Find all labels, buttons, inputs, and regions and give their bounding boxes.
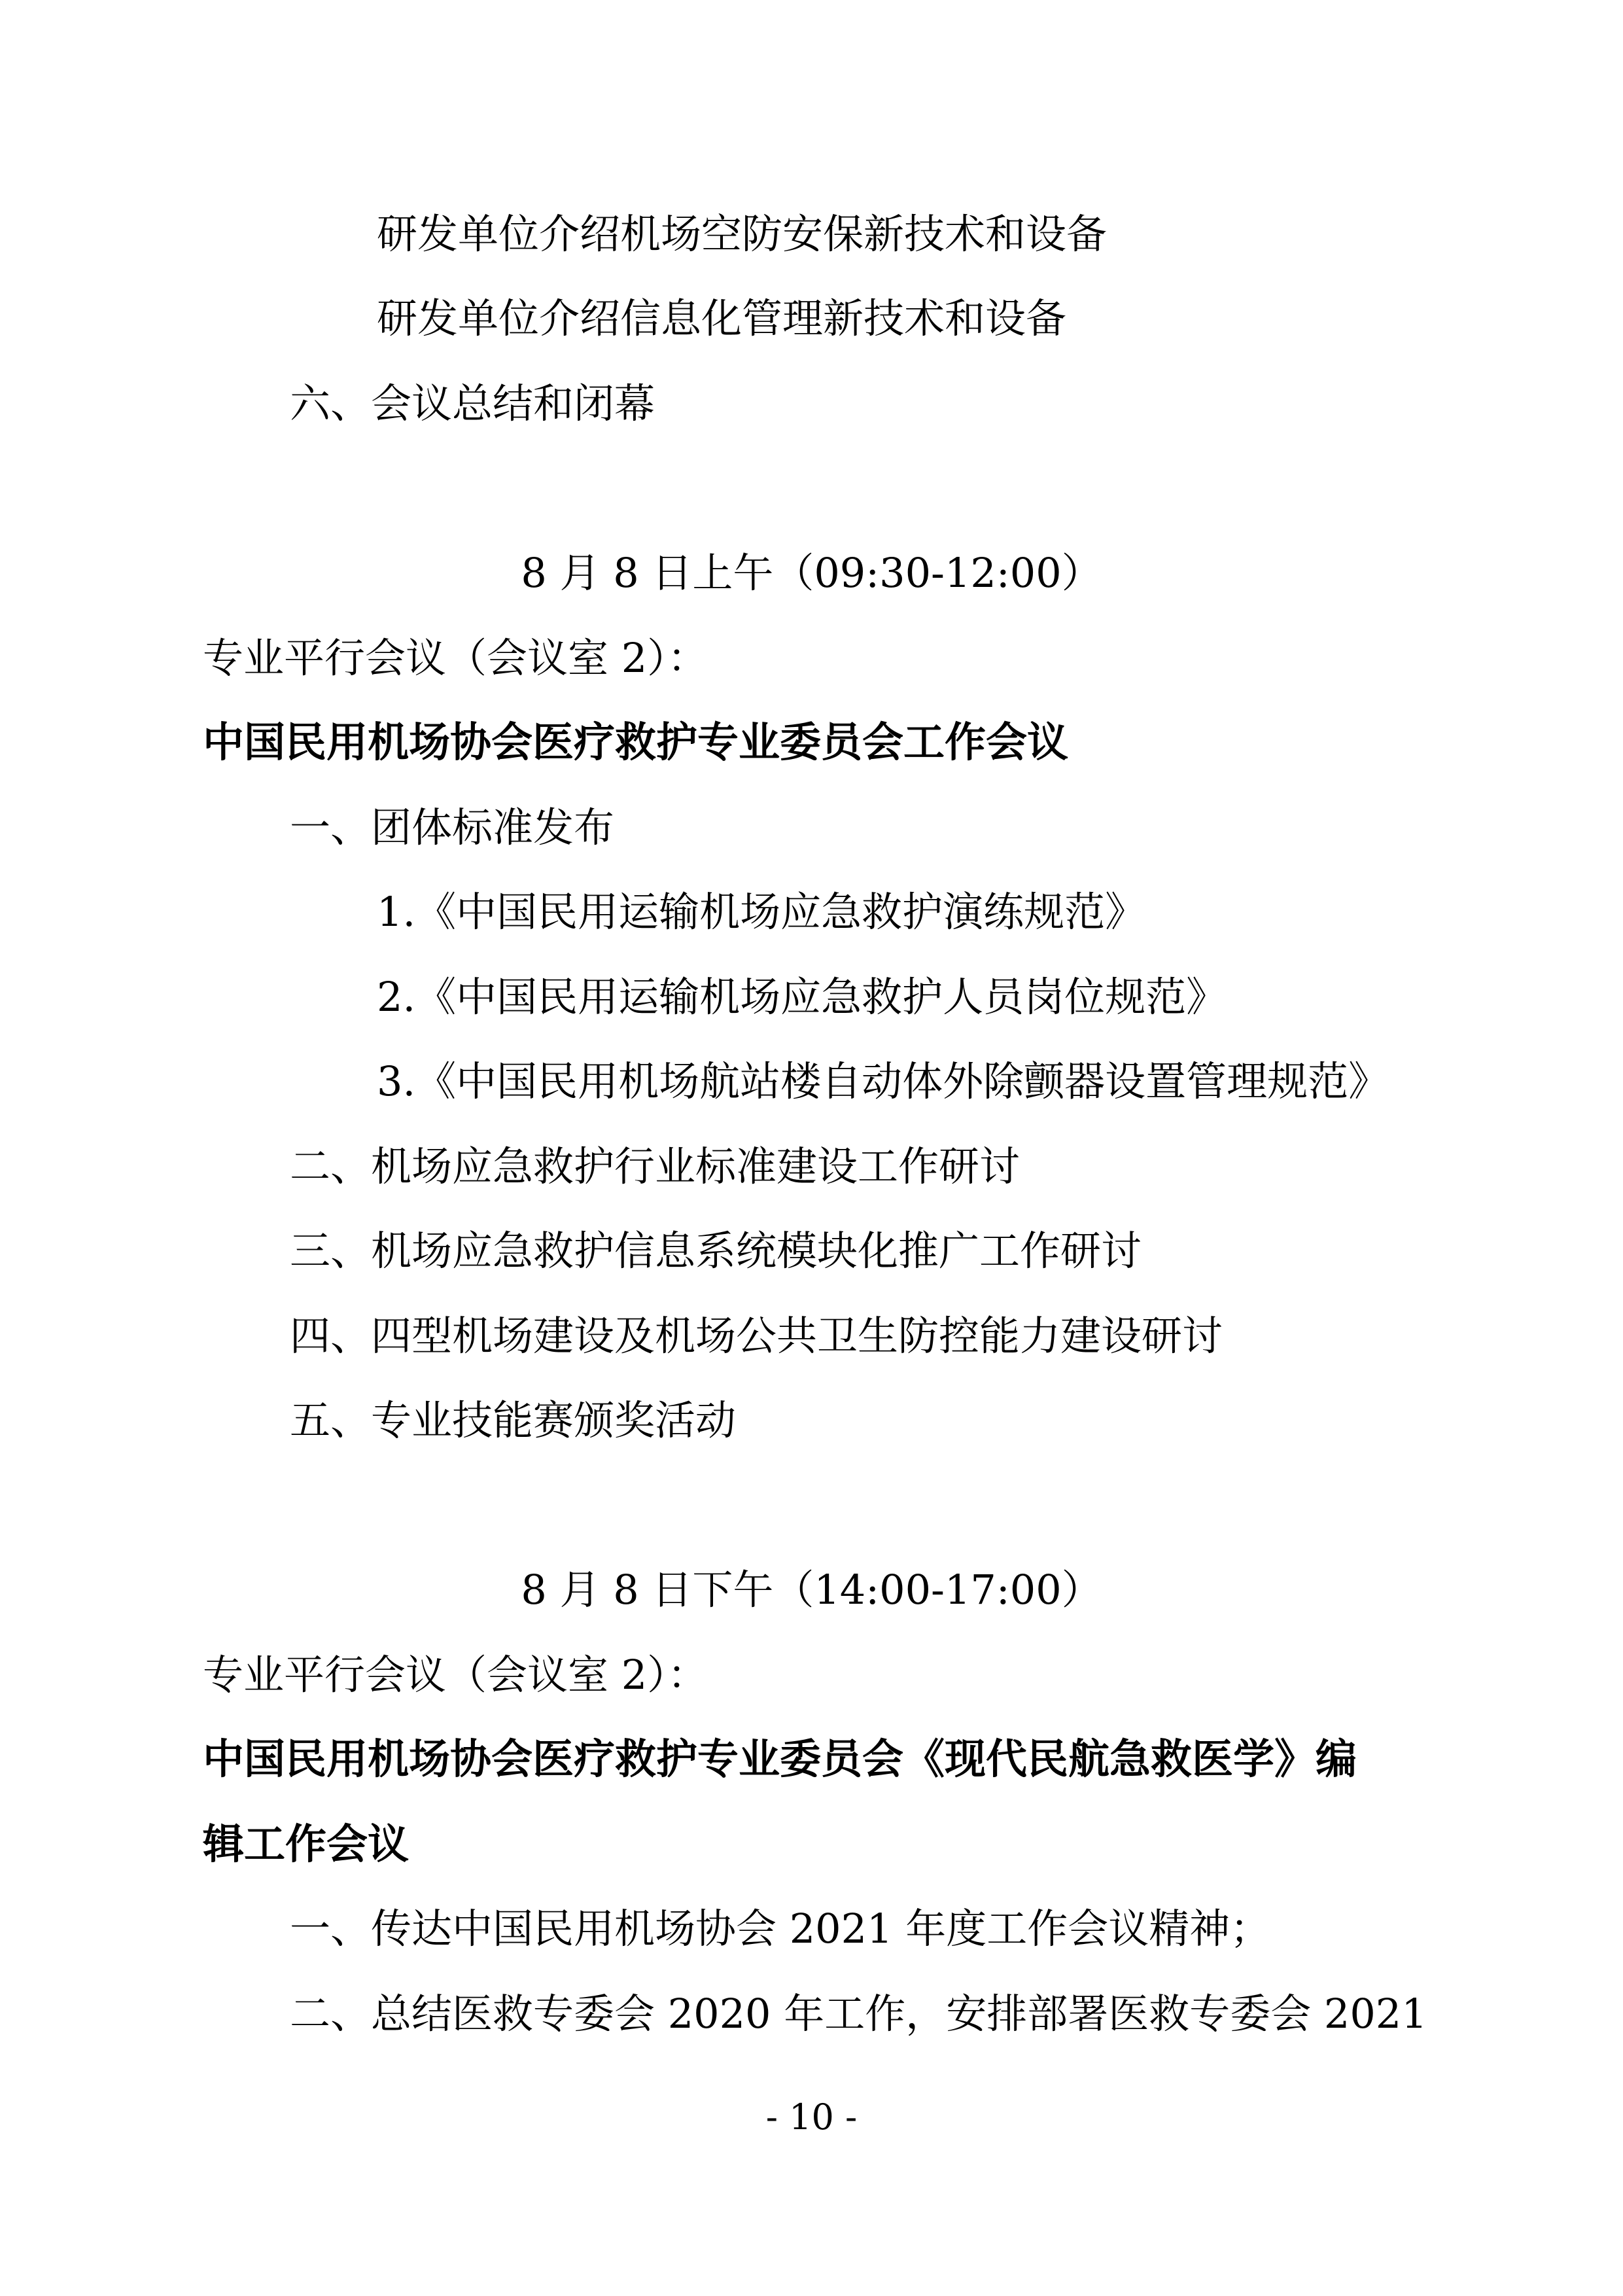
section2-meeting-title-line2: 辑工作会议 [203, 1820, 409, 1868]
standard-item-3: 3.《中国民用机场航站楼自动体外除颤器设置管理规范》 [377, 1057, 1389, 1105]
section2-item-summary-2020: 二、总结医救专委会 2020 年工作，安排部署医救专委会 2021 [290, 1990, 1427, 2038]
section2-meeting-title-line1: 中国民用机场协会医疗救护专业委员会《现代民航急救医学》编 [203, 1735, 1357, 1783]
section1-venue: 专业平行会议（会议室 2）： [203, 634, 708, 682]
section1-item-public-health: 四、四型机场建设及机场公共卫生防控能力建设研讨 [290, 1312, 1223, 1360]
section1-meeting-title: 中国民用机场协会医疗救护专业委员会工作会议 [203, 718, 1068, 766]
agenda-subitem-it-management-tech: 研发单位介绍信息化管理新技术和设备 [377, 294, 1067, 342]
agenda-subitem-airport-security-tech: 研发单位介绍机场空防安保新技术和设备 [377, 210, 1108, 258]
section1-item-industry-standards: 二、机场应急救护行业标准建设工作研讨 [290, 1142, 1021, 1190]
standard-item-2: 2.《中国民用运输机场应急救护人员岗位规范》 [377, 973, 1227, 1021]
agenda-item-closing: 六、会议总结和闭幕 [290, 380, 655, 427]
section2-time-heading: 8 月 8 日下午（14:00-17:00） [521, 1566, 1102, 1614]
section2-item-convey-spirit: 一、传达中国民用机场协会 2021 年度工作会议精神； [290, 1905, 1271, 1952]
section1-item-standards-release: 一、团体标准发布 [290, 804, 615, 851]
standard-item-1: 1.《中国民用运输机场应急救护演练规范》 [377, 888, 1146, 936]
section1-time-heading: 8 月 8 日上午（09:30-12:00） [521, 549, 1102, 597]
section1-item-awards: 五、专业技能赛颁奖活动 [290, 1396, 737, 1444]
section1-item-info-system: 三、机场应急救护信息系统模块化推广工作研讨 [290, 1227, 1142, 1275]
page-number: - 10 - [765, 2096, 858, 2138]
section2-venue: 专业平行会议（会议室 2）： [203, 1651, 708, 1699]
